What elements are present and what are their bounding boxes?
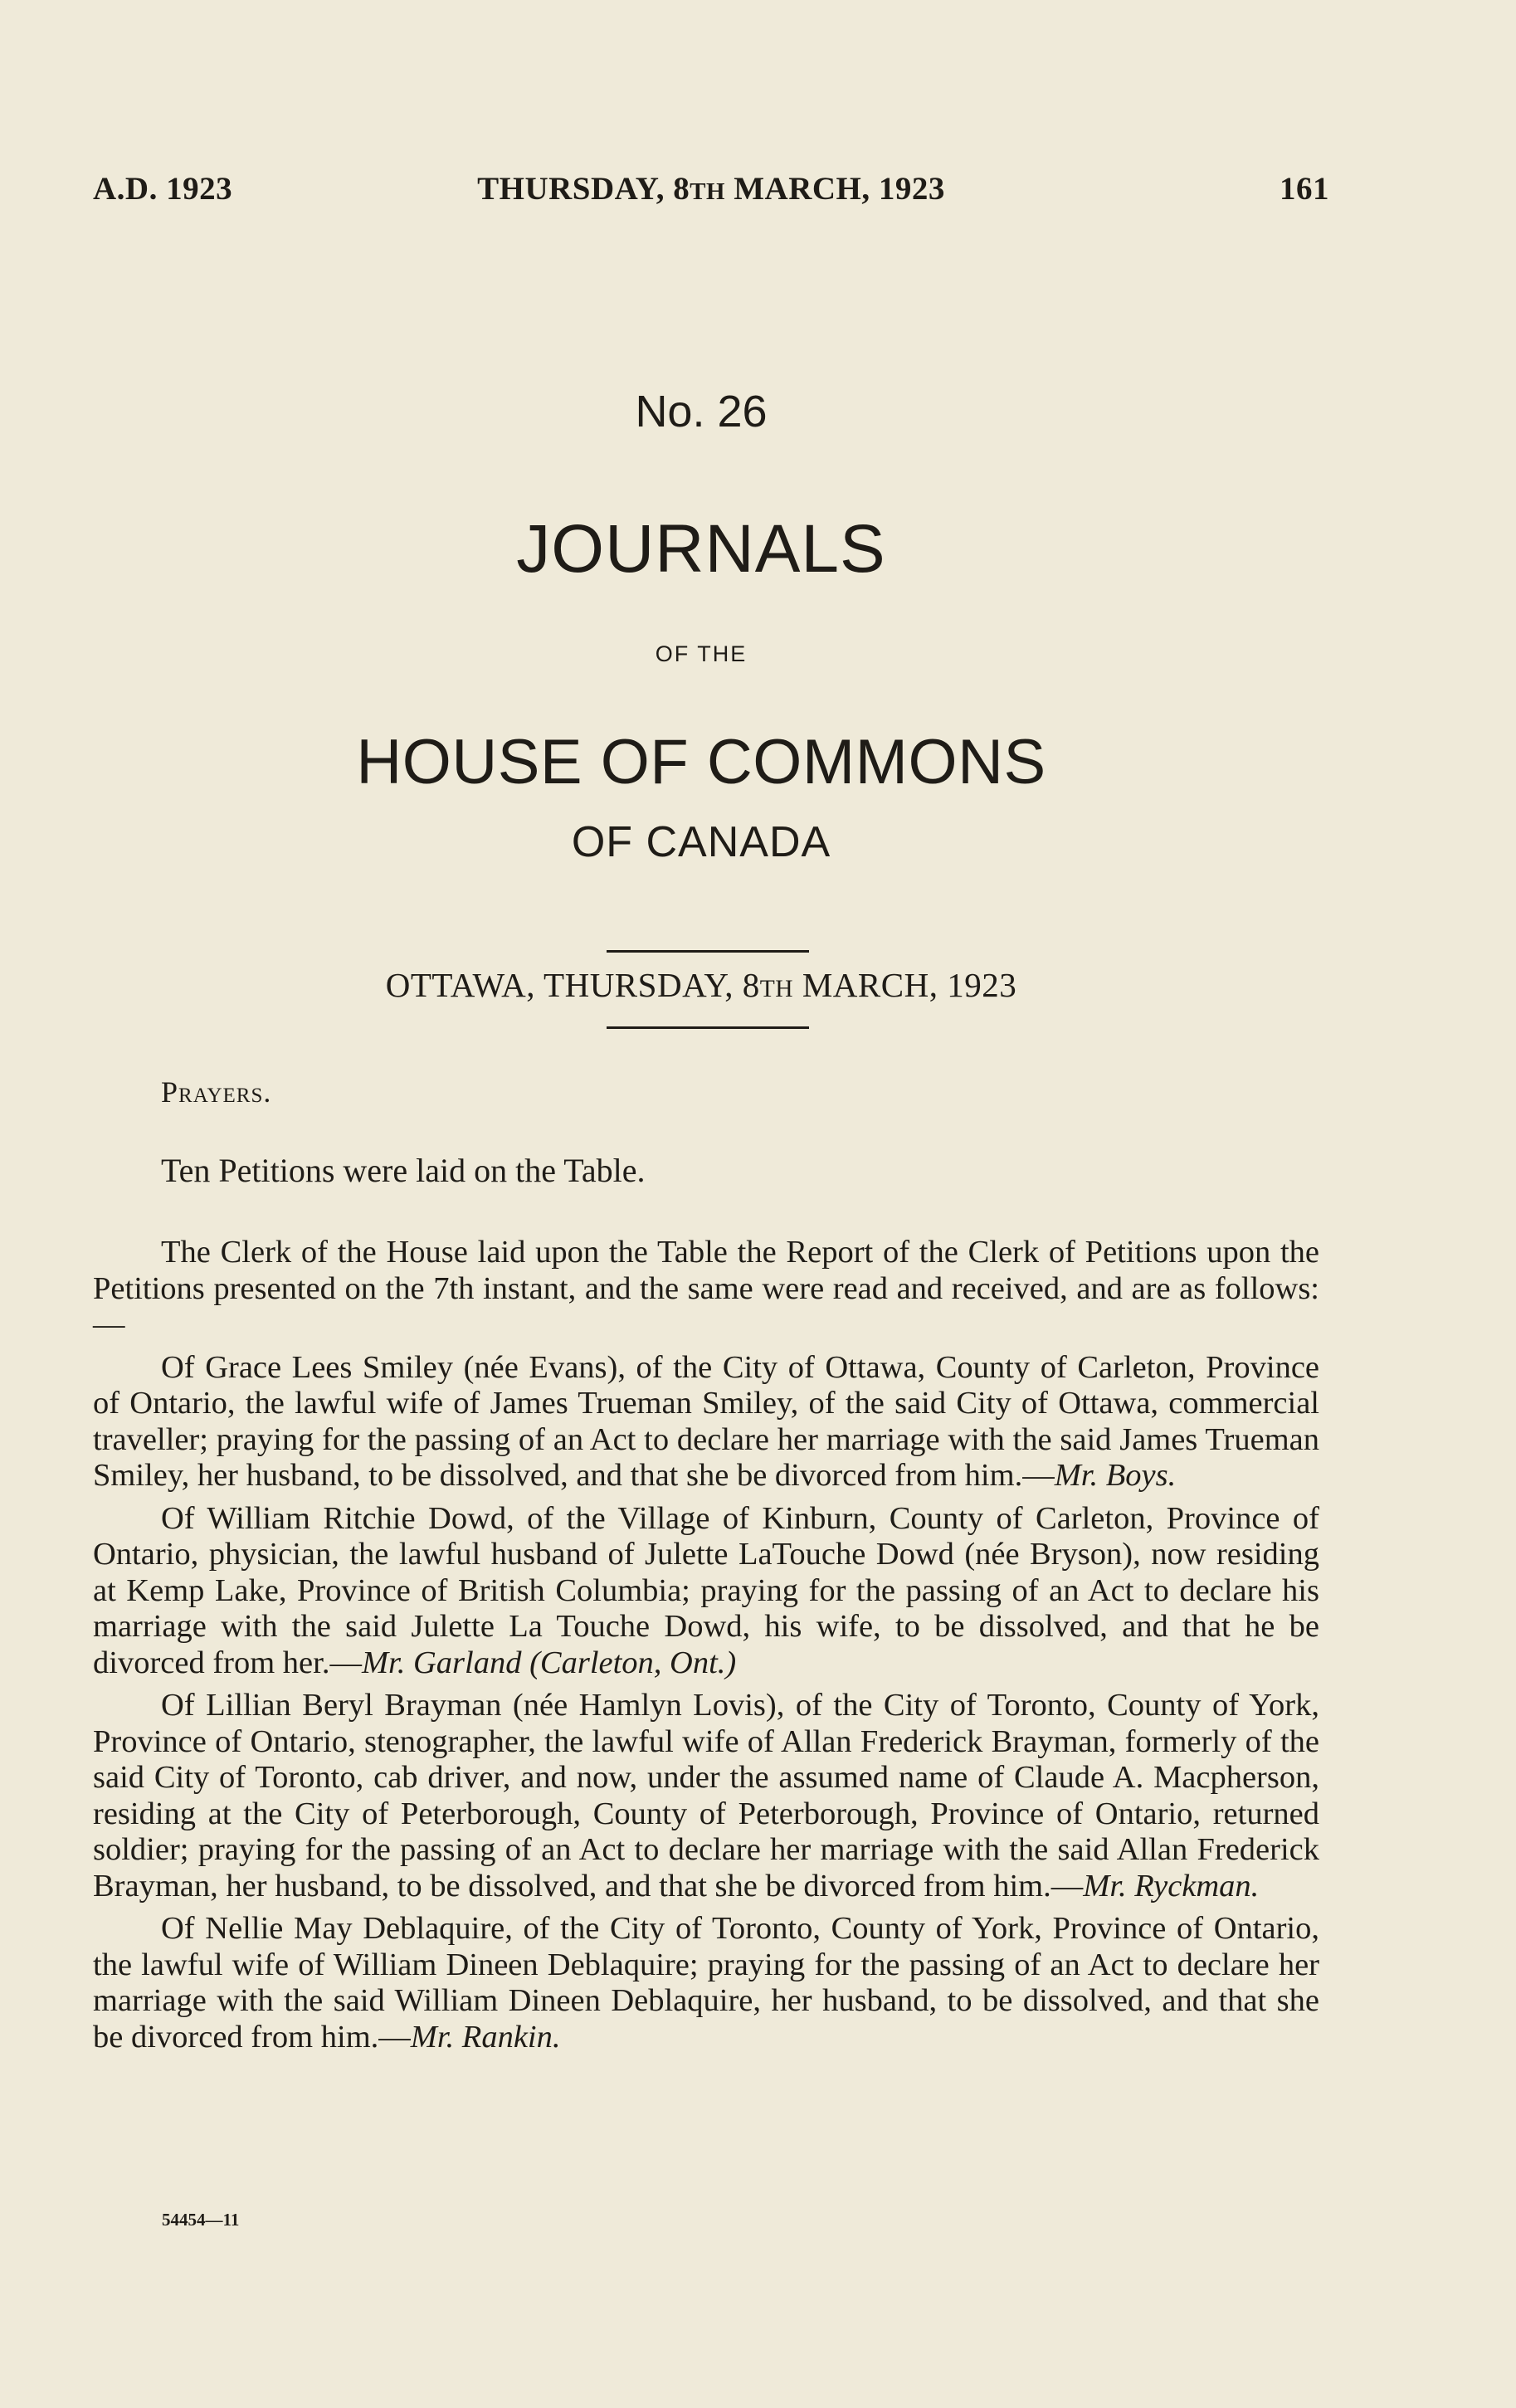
- petition-paragraph: [93, 1501, 1319, 1682]
- petitions-laid-text: Ten Petitions were laid on the Table.: [161, 1152, 646, 1189]
- prayers-heading: Prayers.: [161, 1075, 272, 1109]
- header-date-suffix: TH: [690, 178, 725, 205]
- divider-rule-bottom: [607, 1026, 809, 1029]
- petition-member: Mr. Ryckman.: [1083, 1868, 1260, 1903]
- dateline-rest: MARCH, 1923: [793, 966, 1017, 1004]
- petition-paragraph: [93, 1350, 1319, 1494]
- country-title: OF CANADA: [571, 818, 831, 866]
- proceedings-body: [93, 1235, 1319, 2062]
- print-code: 54454—11: [162, 2210, 240, 2230]
- dateline-suffix: TH: [759, 976, 794, 1002]
- petition-member: Mr. Garland (Carleton, Ont.): [361, 1645, 737, 1680]
- petition-paragraph: [93, 1688, 1319, 1904]
- petition-member: Mr. Rankin.: [410, 2019, 561, 2055]
- journal-number: No. 26: [635, 387, 768, 436]
- page-number: 161: [1280, 171, 1329, 207]
- dateline-prefix: OTTAWA, THURSDAY, 8: [385, 966, 760, 1004]
- petition-paragraph: [93, 1911, 1319, 2055]
- header-date-day: THURSDAY, 8: [477, 171, 690, 207]
- header-date: [93, 170, 1329, 207]
- journal-title: JOURNALS: [516, 511, 886, 587]
- dateline: [0, 965, 1402, 1005]
- header-year: A.D. 1923: [93, 171, 233, 207]
- petition-text: Of Nellie May Deblaquire, of the City of Toronto, County of York, Province of Ontario, the lawful wife of William Dineen Deblaquire; praying for the passing of an Act to declare her marriage with the said William Dineen Deblaquire, her husband, to be dissolved, and that she be divorced from him.—: [93, 1911, 1319, 2055]
- divider-rule-top: [607, 950, 809, 953]
- journal-of-the: OF THE: [655, 641, 748, 666]
- petition-member: Mr. Boys.: [1054, 1458, 1177, 1493]
- petition-text: Of Lillian Beryl Brayman (née Hamlyn Lovis), of the City of Toronto, County of York, Province of Ontario, stenographer, the lawful wife of Allan Frederick Brayman, formerly of the said City of Toronto, cab driver, and now, under the assumed name of Claude A. Macpherson, residing at the City of Peterborough, County of Peterborough, Province of Ontario, returned soldier; praying for the passing of an Act to declare her marriage with the said Allan Frederick Brayman, her husband, to be dissolved, and that she be divorced from him.—: [93, 1688, 1319, 1903]
- petition-text: Of William Ritchie Dowd, of the Village of Kinburn, County of Carleton, Province of Ontario, physician, the lawful husband of Julette LaTouche Dowd (née Bryson), now residing at Kemp Lake, Province of British Columbia; praying for the passing of an Act to declare his marriage with the said Julette La Touche Dowd, his wife, to be dissolved, and that he be divorced from her.—: [93, 1500, 1319, 1680]
- header-date-rest: MARCH, 1923: [725, 171, 945, 207]
- clerk-report-paragraph: The Clerk of the House laid upon the Table the Report of the Clerk of Petitions upon the Petitions presented on the 7th instant, and the same were read and received, and are as follows:—: [93, 1235, 1319, 1342]
- petition-text: Of Grace Lees Smiley (née Evans), of the City of Ottawa, County of Carleton, Province of Ontario, the lawful wife of James Trueman Smiley, of the said City of Ottawa, commercial traveller; praying for the passing of an Act to declare her marriage with the said James Trueman Smiley, her husband, to be dissolved, and that she be divorced from him.—: [93, 1349, 1319, 1493]
- house-title: HOUSE OF COMMONS: [356, 727, 1046, 797]
